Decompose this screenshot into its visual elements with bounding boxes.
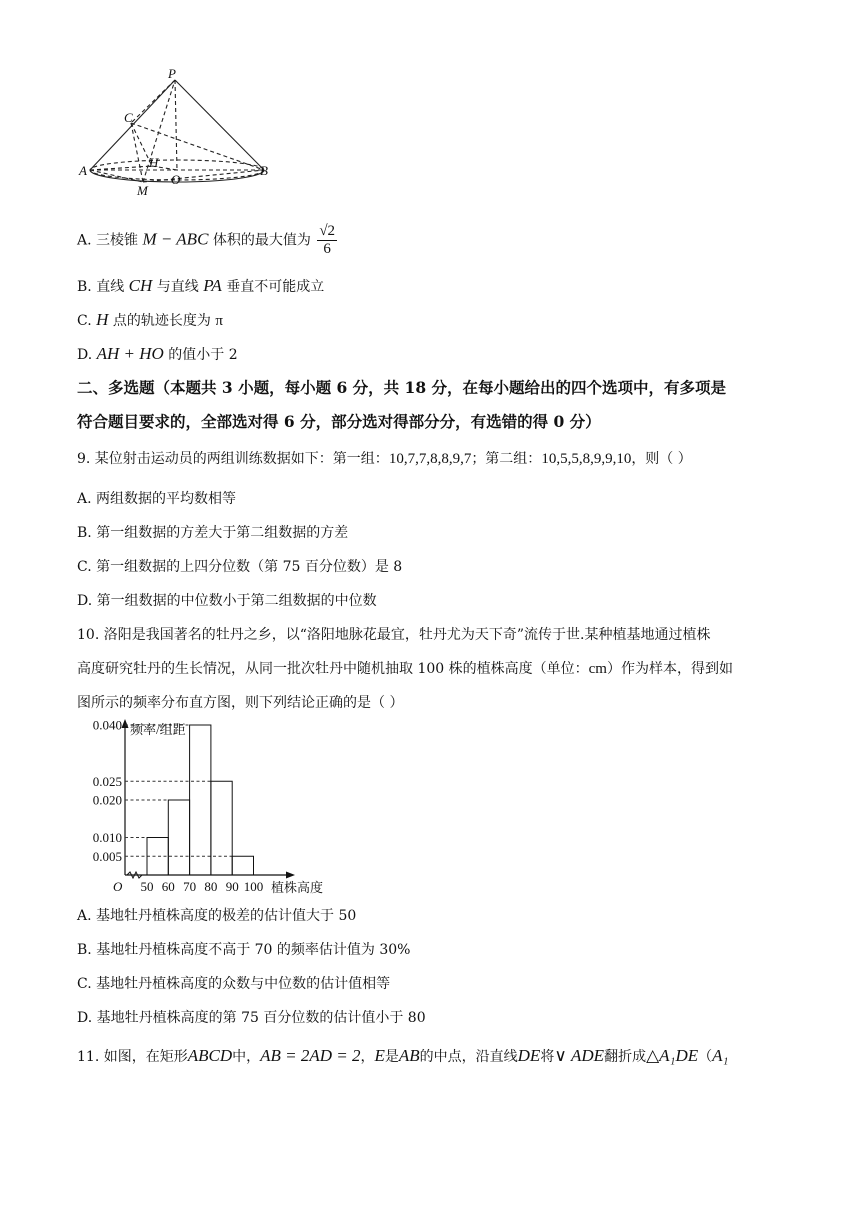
y-tick-label: 0.005 <box>92 848 122 864</box>
edge-PB <box>175 80 264 170</box>
q10-stem-line3: 图所示的频率分布直方图，则下列结论正确的是（ ） <box>77 695 404 711</box>
frequency-histogram <box>78 716 348 898</box>
q10-option-a: A. 基地牡丹植株高度的极差的估计值大于 50 <box>77 908 357 924</box>
q9-option-a: A. 两组数据的平均数相等 <box>77 491 237 507</box>
x-tick-label: 80 <box>204 879 218 894</box>
x-tick-label: 100 <box>243 879 264 894</box>
y-tick-label: 0.040 <box>92 717 122 733</box>
bar-90-100 <box>232 856 253 875</box>
label-C: C <box>124 110 133 125</box>
q10-stem-line2: 高度研究牡丹的生长情况，从同一批次牡丹中随机抽取 100 株的植株高度（单位：cm）作为样本，得到如 <box>77 661 733 677</box>
bar-70-80 <box>190 725 211 875</box>
q8-option-c: C. H 点的轨迹长度为 π <box>77 310 223 329</box>
x-tick-label: 90 <box>225 879 239 894</box>
q11-stem: 11. 如图，在矩形ABCD中，AB = 2AD = 2，E是AB的中点，沿直线DE将∨ ADE翻折成△A₁DE（A₁ <box>77 1046 729 1065</box>
q8-option-b: B. 直线 CH 与直线 PA 垂直不可能成立 <box>77 276 325 295</box>
x-tick-label: 70 <box>183 879 197 894</box>
q10-option-c: C. 基地牡丹植株高度的众数与中位数的估计值相等 <box>77 976 391 992</box>
bar-80-90 <box>211 781 232 875</box>
cone-figure <box>78 64 278 199</box>
origin-label: O <box>113 879 123 894</box>
y-axis-label: 频率/组距 <box>130 722 186 737</box>
q9-stem: 9. 某位射击运动员的两组训练数据如下：第一组：10,7,7,8,8,9,7；第二组：10,5,5,8,9,9,10，则（ ） <box>77 451 692 467</box>
x-axis-arrow <box>286 872 295 879</box>
q9-option-d: D. 第一组数据的中位数小于第二组数据的中位数 <box>77 593 377 609</box>
label-B: B <box>260 163 268 178</box>
q9-option-b: B. 第一组数据的方差大于第二组数据的方差 <box>77 525 349 541</box>
y-tick-label: 0.020 <box>92 792 122 808</box>
y-tick-label: 0.010 <box>92 830 122 845</box>
x-axis-label: 植株高度 <box>271 880 324 895</box>
q8-option-d: D. AH + HO 的值小于 2 <box>77 344 238 363</box>
q9-option-c: C. 第一组数据的上四分位数（第 75 百分位数）是 8 <box>77 559 403 575</box>
q10-stem-line1: 10. 洛阳是我国著名的牡丹之乡，以“洛阳地脉花最宜，牡丹尤为天下奇”流传于世.某种植基地通过植株 <box>77 627 711 643</box>
bar-60-70 <box>168 800 189 875</box>
label-M: M <box>137 183 148 198</box>
y-tick-label: 0.025 <box>92 773 122 789</box>
x-tick-label: 60 <box>161 879 175 894</box>
q8-option-a: A. 三棱锥 M − ABC 体积的最大值为 $\frac{√2}{6}$ <box>77 223 336 257</box>
q10-option-d: D. 基地牡丹植株高度的第 75 百分位数的估计值小于 80 <box>77 1010 426 1026</box>
label-H: H <box>149 155 159 170</box>
section-heading-line2: 符合题目要求的，全部选对得 6 分，部分选对得部分分，有选错的得 0 分） <box>77 412 601 431</box>
fraction-sqrt2-over-6: $\frac{√2}{6}$ <box>319 223 336 257</box>
q10-option-b: B. 基地牡丹植株高度不高于 70 的频率估计值为 30% <box>77 942 411 958</box>
label-P: P <box>168 66 176 81</box>
y-axis-arrow <box>122 719 129 728</box>
label-A: A <box>79 163 87 178</box>
label-O: O <box>171 172 181 187</box>
section-heading-line1: 二、多选题（本题共 3 小题，每小题 6 分，共 18 分，在每小题给出的四个选项中，有多项是 <box>77 378 727 397</box>
x-tick-label: 50 <box>140 879 154 894</box>
